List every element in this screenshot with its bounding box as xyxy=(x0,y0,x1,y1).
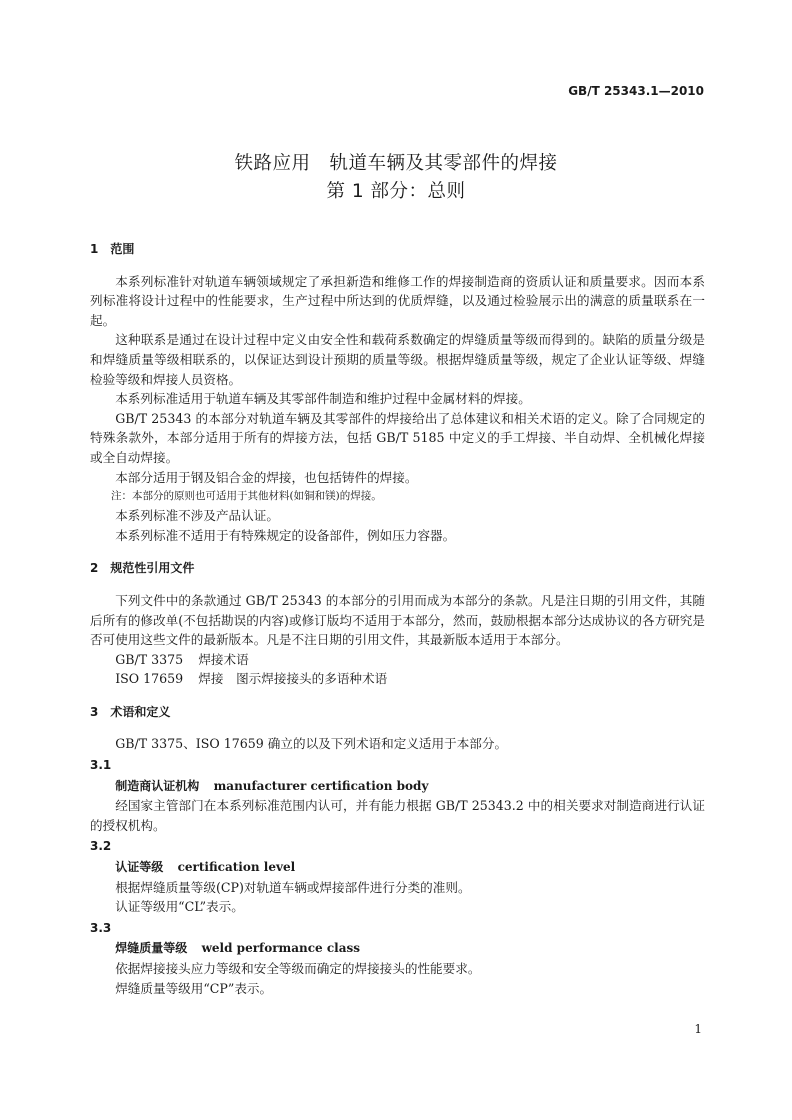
section-1-heading: 1 范围 xyxy=(90,242,135,256)
paragraph: 本部分适用于钢及铝合金的焊接，也包括铸件的焊接。 xyxy=(115,469,418,485)
section-2-heading: 2 规范性引用文件 xyxy=(90,561,195,576)
term-english: manufacturer certification body xyxy=(213,778,429,793)
page-number: 1 xyxy=(694,1022,702,1036)
paragraph: GB/T 3375、ISO 17659 确立的以及下列术语和定义适用于本部分。 xyxy=(115,736,508,752)
term-entry xyxy=(90,776,705,797)
paragraph: 这种联系是通过在设计过程中定义由安全性和载荷系数确定的焊缝质量等级而得到的。缺陷的质量分级是和焊缝质量等级相联系的，以保证达到设计预期的质量等级。根据焊缝质量等级，规定了企业认证等级、焊缝检验等级和焊接人员资格。 xyxy=(90,332,705,387)
paragraph: 下列文件中的条款通过 GB/T 25343 的本部分的引用而成为本部分的条款。凡是注日期的引用文件，其随后所有的修改单(不包括勘误的内容)或修订版均不适用于本部分，然而，鼓励根据本部分达成协议的各方研究是否可使用这些文件的最新版本。凡是不注日期的引用文件，其最新版本适用于本部分。 xyxy=(90,592,705,648)
term-definition: 依据焊接接头应力等级和安全等级而确定的焊接接头的性能要求。 xyxy=(115,961,481,976)
standard-code: GB/T 25343.1—2010 xyxy=(568,84,704,98)
note: 注：本部分的原则也可适用于其他材料(如铜和镁)的焊接。 xyxy=(111,490,382,503)
normative-reference xyxy=(90,669,705,689)
term-definition: 根据焊缝质量等级(CP)对轨道车辆或焊接部件进行分类的准则。 xyxy=(115,879,471,895)
clause-number: 3.3 xyxy=(90,920,112,935)
clause-number: 3.1 xyxy=(90,758,112,773)
term-chinese: 制造商认证机构 xyxy=(115,778,200,793)
reference-code: GB/T 3375 xyxy=(115,651,184,667)
reference-title: 焊接术语 xyxy=(198,651,249,667)
document-body xyxy=(90,240,705,998)
term-definition: 经国家主管部门在本系列标准范围内认可，并有能力根据 GB/T 25343.2 中的相关要求对制造商进行认证的授权机构。 xyxy=(90,798,705,833)
term-chinese: 焊缝质量等级 xyxy=(115,941,188,956)
section-3-heading: 3 术语和定义 xyxy=(90,704,171,719)
paragraph: 本系列标准适用于轨道车辆及其零部件制造和维护过程中金属材料的焊接。 xyxy=(115,391,531,407)
term-definition: 认证等级用“CL”表示。 xyxy=(115,899,244,915)
normative-reference xyxy=(90,650,705,670)
reference-code: ISO 17659 xyxy=(115,671,184,687)
paragraph: GB/T 25343 的本部分对轨道车辆及其零部件的焊接给出了总体建议和相关术语的定义。除了合同规定的特殊条款外，本部分适用于所有的焊接方法，包括 GB/T 5185 中定义的手工焊接、半自动焊、全机械化焊接或全自动焊接。 xyxy=(90,410,705,465)
paragraph: 本系列标准不适用于有特殊规定的设备部件，例如压力容器。 xyxy=(115,527,456,543)
paragraph: 本系列标准针对轨道车辆领域规定了承担新造和维修工作的焊接制造商的资质认证和质量要求。因而本系列标准将设计过程中的性能要求，生产过程中所达到的优质焊缝，以及通过检验展示出的满意的质量联系在一起。 xyxy=(90,273,705,328)
doc-subtitle: 第 1 部分：总则 xyxy=(326,181,466,202)
doc-title: 铁路应用 轨道车辆及其零部件的焊接 xyxy=(234,153,558,174)
clause-number: 3.2 xyxy=(90,839,112,854)
term-entry xyxy=(90,938,705,959)
term-definition: 焊缝质量等级用“CP”表示。 xyxy=(115,980,273,996)
term-english: certification level xyxy=(177,860,296,875)
term-english: weld performance class xyxy=(201,941,360,956)
term-chinese: 认证等级 xyxy=(115,860,164,875)
reference-title: 焊接 图示焊接接头的多语种术语 xyxy=(198,671,388,687)
paragraph: 本系列标准不涉及产品认证。 xyxy=(115,508,279,524)
term-entry xyxy=(90,857,705,878)
